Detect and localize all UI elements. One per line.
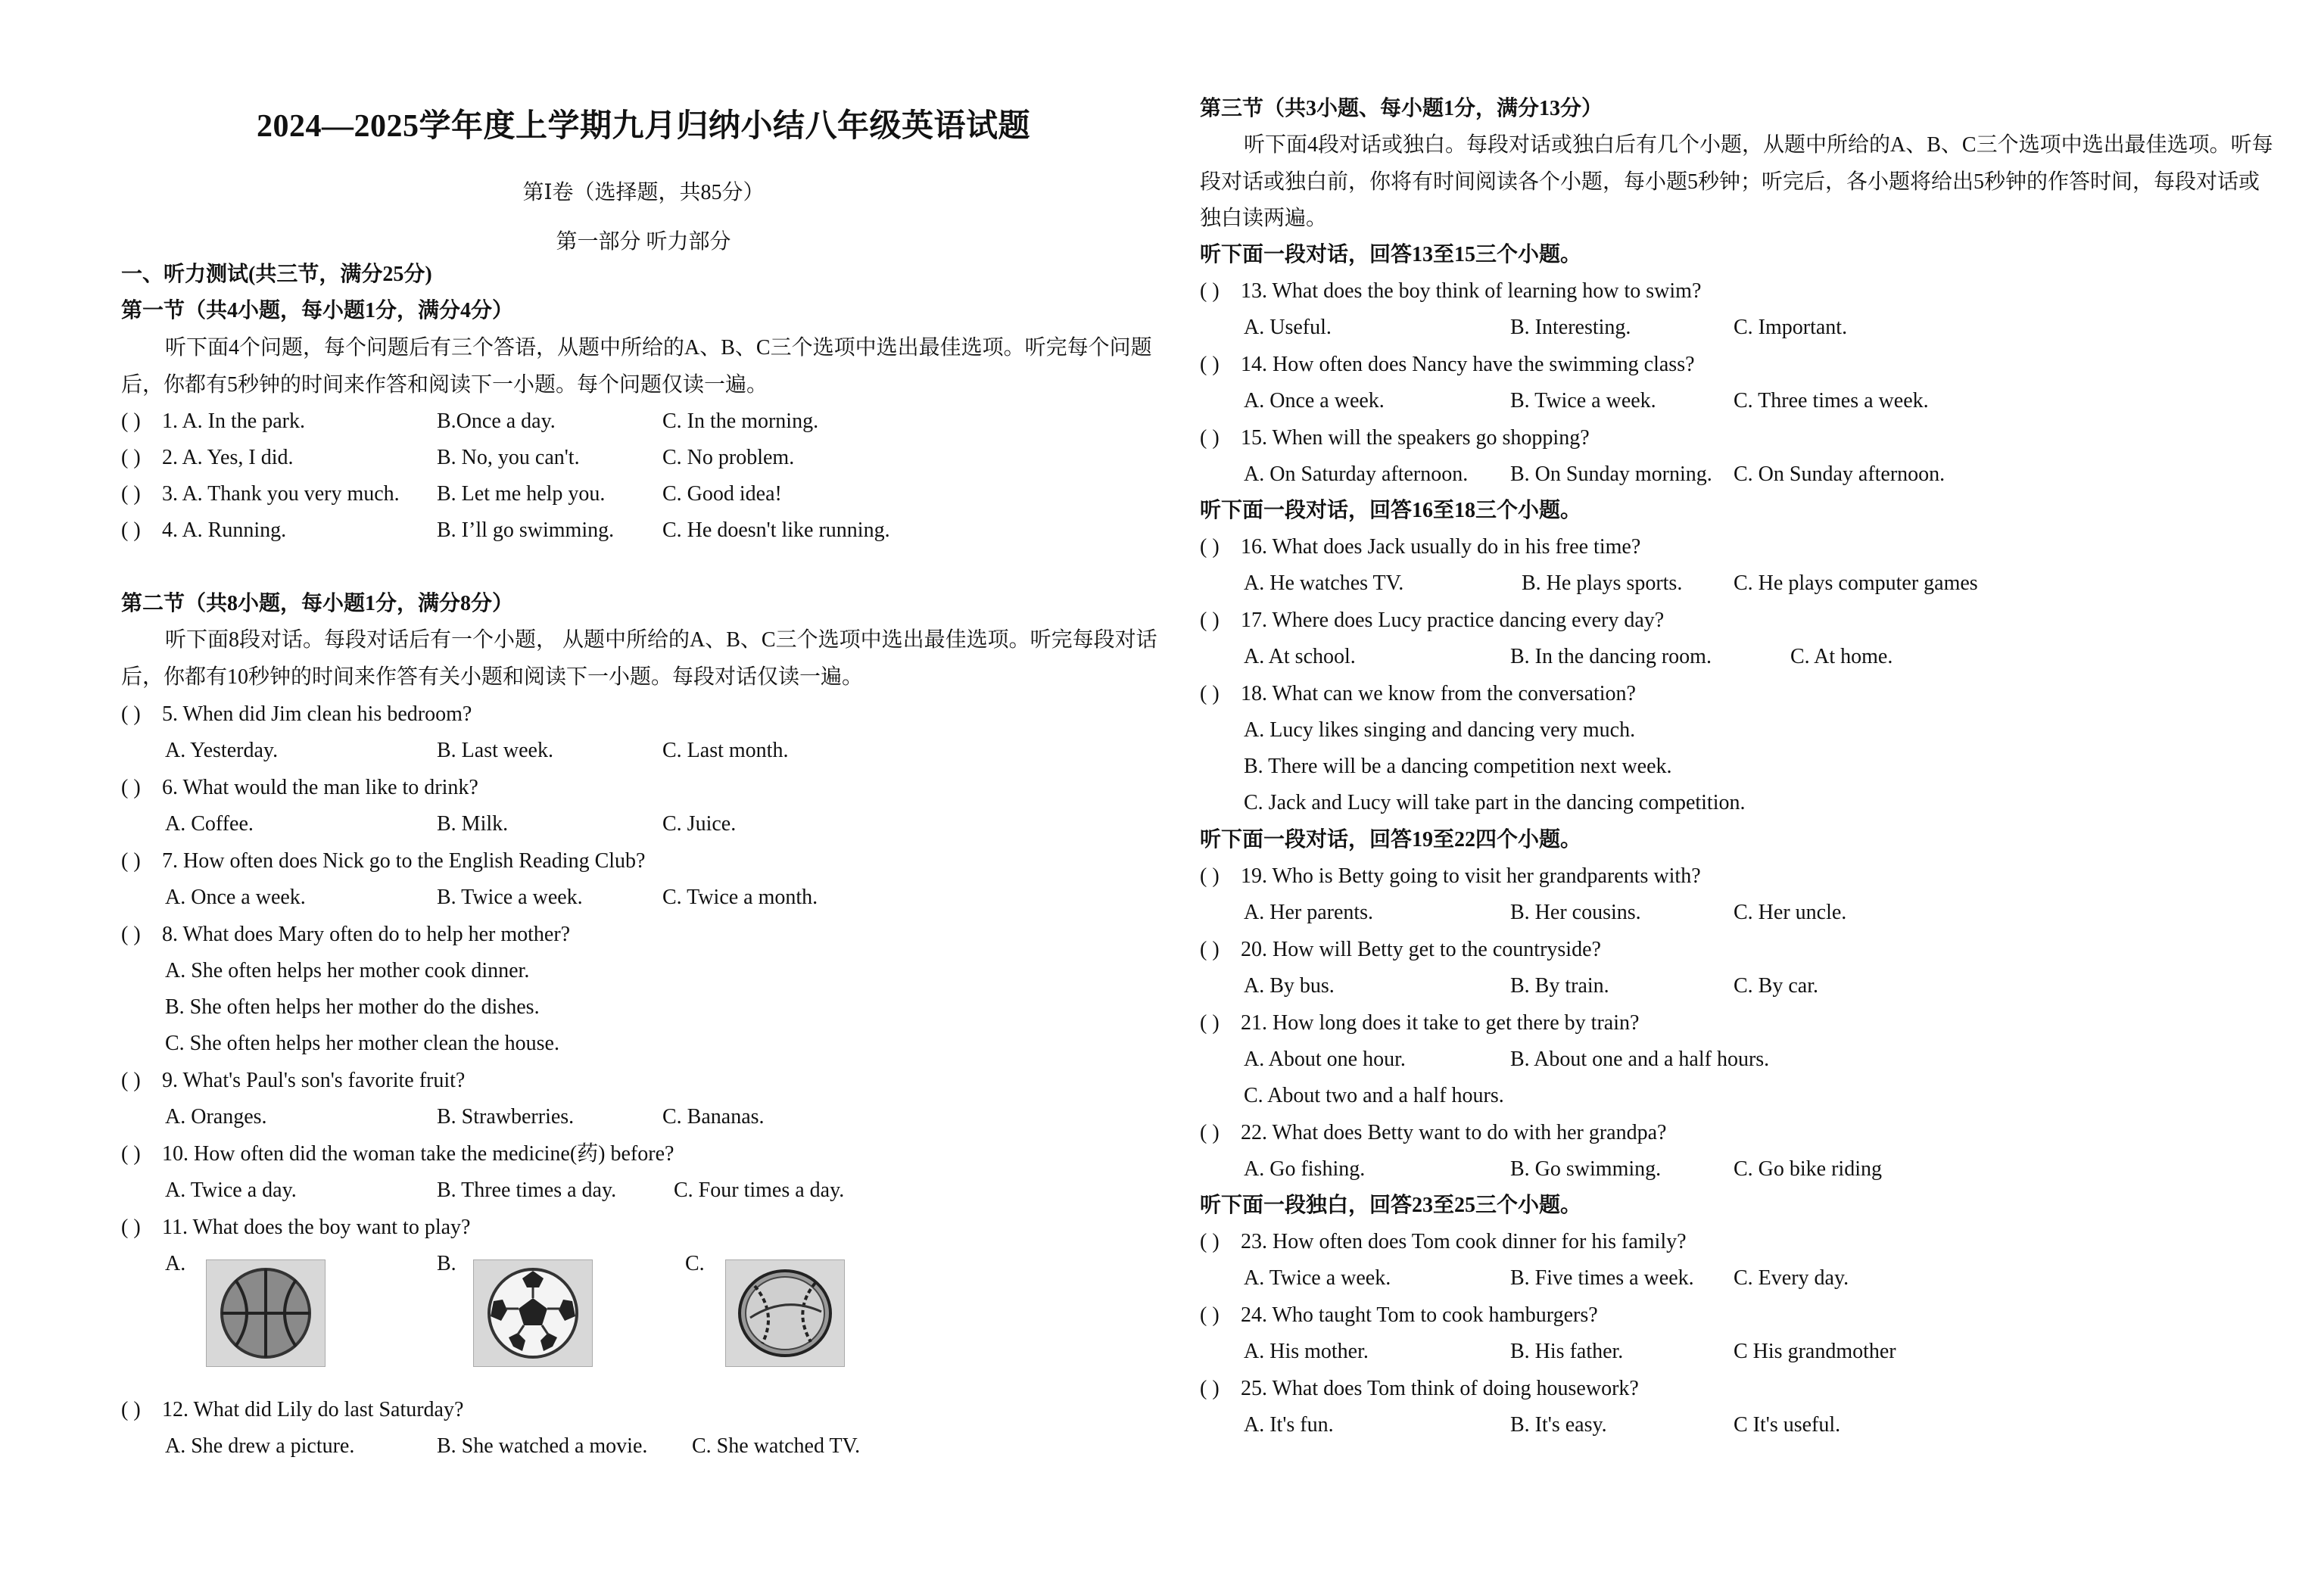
- option-c: C. On Sunday afternoon.: [1734, 462, 1945, 486]
- question-5: [121, 702, 472, 727]
- answer-blank[interactable]: ( ): [121, 849, 141, 873]
- baseball-icon: [732, 1265, 838, 1362]
- section1-instructions: 听下面4个问题，每个问题后有三个答语，从题中所给的A、B、C三个选项中选出最佳选项。听完每个问题后，你都有5秒钟的时间来作答和阅读下一小题。每个问题仅读一遍。: [121, 336, 1152, 397]
- question-17: [1200, 608, 1664, 634]
- question-19: [1200, 864, 1701, 889]
- question-stem: 12. What did Lily do last Saturday?: [162, 1398, 464, 1421]
- section3-instructions: 听下面4段对话或独白。每段对话或独白后有几个小题，从题中所给的A、B、C三个选项中选出最佳选项。听每段对话或独白前，你将有时间阅读各个小题，每小题5秒钟；听完后，各小题将给出5秒钟的作答时间，每段对话或独白读两遍。: [1200, 133, 2273, 230]
- listening-heading: 一、听力测试(共三节，满分25分): [121, 263, 432, 286]
- option-a: A. Yesterday.: [165, 739, 279, 762]
- question-stem: 20. How will Betty get to the countryside?: [1241, 938, 1601, 961]
- question-15: [1200, 425, 1590, 451]
- option-c: C. About two and a half hours.: [1244, 1084, 1504, 1107]
- answer-blank[interactable]: ( ): [1200, 535, 1220, 559]
- option-b: B. Twice a week.: [1510, 389, 1656, 413]
- answer-blank[interactable]: ( ): [121, 776, 141, 799]
- page-title: 2024—2025学年度上学期九月归纳小结八年级英语试题: [256, 109, 1030, 144]
- option-b: B. His father.: [1510, 1340, 1624, 1363]
- option-a: A. On Saturday afternoon.: [1244, 462, 1469, 486]
- answer-blank[interactable]: ( ): [1200, 1011, 1220, 1035]
- option-a: A. Once a week.: [165, 886, 306, 909]
- question-stem: 24. Who taught Tom to cook hamburgers?: [1241, 1303, 1598, 1327]
- question-11: [121, 1215, 470, 1241]
- question-stem: 8. What does Mary often do to help her mother?: [162, 923, 571, 946]
- question-23: [1200, 1229, 1687, 1255]
- option-c: C. Jack and Lucy will take part in the dancing competition.: [1244, 791, 1746, 814]
- section1-heading: 第一节（共4小题，每小题1分，满分4分）: [121, 299, 514, 322]
- option-b: B. Interesting.: [1510, 316, 1631, 339]
- option-b: B. It's easy.: [1510, 1413, 1607, 1437]
- option-a: A. Oranges.: [165, 1105, 267, 1129]
- option-b: B. She often helps her mother do the dishes.: [165, 995, 540, 1019]
- group-16-18-heading: 听下面一段对话，回答16至18三个小题。: [1200, 499, 1582, 522]
- question-13: [1200, 279, 1701, 304]
- answer-blank[interactable]: ( ): [1200, 426, 1220, 450]
- option-b: B. Go swimming.: [1510, 1157, 1662, 1181]
- option-c: C. Juice.: [662, 812, 737, 836]
- option-b: B. About one and a half hours.: [1510, 1048, 1770, 1071]
- option-c: C. Four times a day.: [674, 1178, 845, 1202]
- option-a: A. Go fishing.: [1244, 1157, 1366, 1181]
- option-a: A. By bus.: [1244, 974, 1335, 998]
- question-stem: 15. When will the speakers go shopping?: [1241, 426, 1590, 450]
- question-stem: 10. How often did the woman take the medicine(药) before?: [162, 1142, 674, 1166]
- option-a: A. At school.: [1244, 645, 1356, 668]
- option-b: B. Let me help you.: [437, 482, 606, 506]
- question-7: [121, 848, 645, 874]
- option-b: B. Three times a day.: [437, 1178, 617, 1202]
- question-stem: 17. Where does Lucy practice dancing every day?: [1241, 609, 1665, 632]
- answer-blank[interactable]: ( ): [121, 482, 141, 506]
- option-b: B. Milk.: [437, 812, 509, 836]
- question-10: [121, 1141, 674, 1167]
- group-19-22-heading: 听下面一段对话，回答19至22四个小题。: [1200, 828, 1582, 852]
- option-b: B. Five times a week.: [1510, 1266, 1694, 1290]
- question-stem: 7. How often does Nick go to the English Reading Club?: [162, 849, 646, 873]
- question-4: [121, 518, 286, 543]
- option-c: C. Last month.: [662, 739, 789, 762]
- option-b: B. She watched a movie.: [437, 1434, 648, 1458]
- option-c: C His grandmother: [1734, 1340, 1896, 1363]
- option-b: B. No, you can't.: [437, 446, 580, 469]
- option-b: B. In the dancing room.: [1510, 645, 1712, 668]
- option-b: B. Last week.: [437, 739, 553, 762]
- answer-blank[interactable]: ( ): [1200, 609, 1220, 632]
- option-c: C. He doesn't like running.: [662, 518, 890, 542]
- question-stem: 13. What does the boy think of learning how to swim?: [1241, 279, 1702, 303]
- question-24: [1200, 1303, 1598, 1328]
- option-c: C. He plays computer games: [1734, 571, 1978, 595]
- answer-blank[interactable]: ( ): [1200, 1230, 1220, 1253]
- option-c: C. Important.: [1734, 316, 1848, 339]
- answer-blank[interactable]: ( ): [1200, 864, 1220, 888]
- option-a: A. Twice a day.: [165, 1178, 297, 1202]
- option-a: A. His mother.: [1244, 1340, 1369, 1363]
- option-b: B. Strawberries.: [437, 1105, 575, 1129]
- question-stem: 19. Who is Betty going to visit her grandparents with?: [1241, 864, 1701, 888]
- section2-instructions: 听下面8段对话。每段对话后有一个小题， 从题中所给的A、B、C三个选项中选出最佳选项。听完每段对话后，你都有10秒钟的时间来作答有关小题和阅读下一小题。每段对话仅读一遍。: [121, 628, 1157, 689]
- question-12: [121, 1397, 463, 1423]
- option-b: B. On Sunday morning.: [1510, 462, 1712, 486]
- option-c: C. Go bike riding: [1734, 1157, 1882, 1181]
- question-6: [121, 775, 478, 801]
- option-c: C It's useful.: [1734, 1413, 1841, 1437]
- question-stem: 16. What does Jack usually do in his free time?: [1241, 535, 1641, 559]
- question-25: [1200, 1376, 1639, 1402]
- answer-blank[interactable]: ( ): [121, 518, 141, 542]
- option-c: C. In the morning.: [662, 409, 819, 433]
- option-a: A. She often helps her mother cook dinner.: [165, 959, 530, 982]
- option-c: C. No problem.: [662, 446, 795, 469]
- option-a: A. Twice a week.: [1244, 1266, 1391, 1290]
- question-18: [1200, 681, 1636, 707]
- question-stem: 2. A. Yes, I did.: [162, 446, 294, 469]
- question-22: [1200, 1120, 1666, 1146]
- option-a: A. Coffee.: [165, 812, 254, 836]
- option-c: C. By car.: [1734, 974, 1818, 998]
- question-stem: 21. How long does it take to get there by train?: [1241, 1011, 1640, 1035]
- question-21: [1200, 1010, 1639, 1036]
- option-a: A. It's fun.: [1244, 1413, 1334, 1437]
- basketball-icon: [213, 1265, 319, 1362]
- answer-blank[interactable]: ( ): [121, 1216, 141, 1239]
- answer-blank[interactable]: ( ): [121, 1069, 141, 1092]
- option-b: B. Her cousins.: [1510, 901, 1641, 924]
- option-a: A. Useful.: [1244, 316, 1332, 339]
- option-b-image[interactable]: [473, 1259, 593, 1367]
- answer-blank[interactable]: ( ): [121, 409, 141, 433]
- option-c: C.: [685, 1252, 705, 1275]
- question-stem: 23. How often does Tom cook dinner for his family?: [1241, 1230, 1687, 1253]
- option-c: C. Twice a month.: [662, 886, 818, 909]
- question-8: [121, 922, 570, 948]
- question-stem: 22. What does Betty want to do with her grandpa?: [1241, 1121, 1667, 1144]
- answer-blank[interactable]: ( ): [121, 1398, 141, 1421]
- answer-blank[interactable]: ( ): [1200, 938, 1220, 961]
- answer-blank[interactable]: ( ): [1200, 279, 1220, 303]
- question-stem: 4. A. Running.: [162, 518, 287, 542]
- option-c: C. Good idea!: [662, 482, 782, 506]
- answer-blank[interactable]: ( ): [1200, 1121, 1220, 1144]
- option-c: C. At home.: [1790, 645, 1893, 668]
- question-2: [121, 445, 293, 471]
- option-c: C. Her uncle.: [1734, 901, 1847, 924]
- question-stem: 1. A. In the park.: [162, 409, 305, 433]
- section3-heading: 第三节（共3小题、每小题1分，满分13分）: [1200, 97, 1603, 120]
- part-heading: 第一部分 听力部分: [556, 230, 731, 254]
- group-23-25-heading: 听下面一段独白，回答23至25三个小题。: [1200, 1194, 1582, 1217]
- question-1: [121, 409, 305, 434]
- answer-blank[interactable]: ( ): [1200, 682, 1220, 705]
- question-16: [1200, 534, 1640, 560]
- option-a: A.: [165, 1252, 186, 1275]
- option-c: C. She often helps her mother clean the house.: [165, 1032, 559, 1055]
- answer-blank[interactable]: ( ): [1200, 353, 1220, 376]
- option-a: A. Her parents.: [1244, 901, 1374, 924]
- group-13-15-heading: 听下面一段对话，回答13至15三个小题。: [1200, 243, 1582, 266]
- answer-blank[interactable]: ( ): [121, 923, 141, 946]
- option-b: B. There will be a dancing competition next week.: [1244, 755, 1672, 778]
- answer-blank[interactable]: ( ): [121, 446, 141, 469]
- volume-heading: 第Ⅰ卷（选择题，共85分）: [522, 181, 765, 204]
- question-stem: 3. A. Thank you very much.: [162, 482, 400, 506]
- question-20: [1200, 937, 1601, 963]
- option-a: A. About one hour.: [1244, 1048, 1406, 1071]
- question-stem: 6. What would the man like to drink?: [162, 776, 478, 799]
- option-c: C. Bananas.: [662, 1105, 765, 1129]
- option-c: C. Three times a week.: [1734, 389, 1929, 413]
- option-a: A. She drew a picture.: [165, 1434, 355, 1458]
- option-a: A. He watches TV.: [1244, 571, 1404, 595]
- option-c-image[interactable]: [725, 1259, 845, 1367]
- question-stem: 9. What's Paul's son's favorite fruit?: [162, 1069, 466, 1092]
- option-a-image[interactable]: [206, 1259, 326, 1367]
- question-stem: 5. When did Jim clean his bedroom?: [162, 702, 472, 726]
- answer-blank[interactable]: ( ): [1200, 1377, 1220, 1400]
- option-b: B.Once a day.: [437, 409, 556, 433]
- question-stem: 18. What can we know from the conversation?: [1241, 682, 1636, 705]
- option-b: B. Twice a week.: [437, 886, 583, 909]
- option-b: B. I’ll go swimming.: [437, 518, 615, 542]
- option-c: C. She watched TV.: [692, 1434, 861, 1458]
- option-a: A. Once a week.: [1244, 389, 1385, 413]
- answer-blank[interactable]: ( ): [121, 702, 141, 726]
- answer-blank[interactable]: ( ): [121, 1142, 141, 1166]
- question-9: [121, 1068, 465, 1094]
- option-b: B. He plays sports.: [1522, 571, 1683, 595]
- option-b: B. By train.: [1510, 974, 1609, 998]
- question-stem: 14. How often does Nancy have the swimming class?: [1241, 353, 1695, 376]
- option-b: B.: [437, 1252, 456, 1275]
- question-stem: 25. What does Tom think of doing housework?: [1241, 1377, 1639, 1400]
- answer-blank[interactable]: ( ): [1200, 1303, 1220, 1327]
- option-a: A. Lucy likes singing and dancing very much.: [1244, 718, 1636, 742]
- question-14: [1200, 352, 1695, 378]
- section2-heading: 第二节（共8小题，每小题1分，满分8分）: [121, 592, 514, 615]
- question-3: [121, 481, 400, 507]
- question-stem: 11. What does the boy want to play?: [162, 1216, 471, 1239]
- option-c: C. Every day.: [1734, 1266, 1849, 1290]
- soccer-ball-icon: [480, 1265, 586, 1362]
